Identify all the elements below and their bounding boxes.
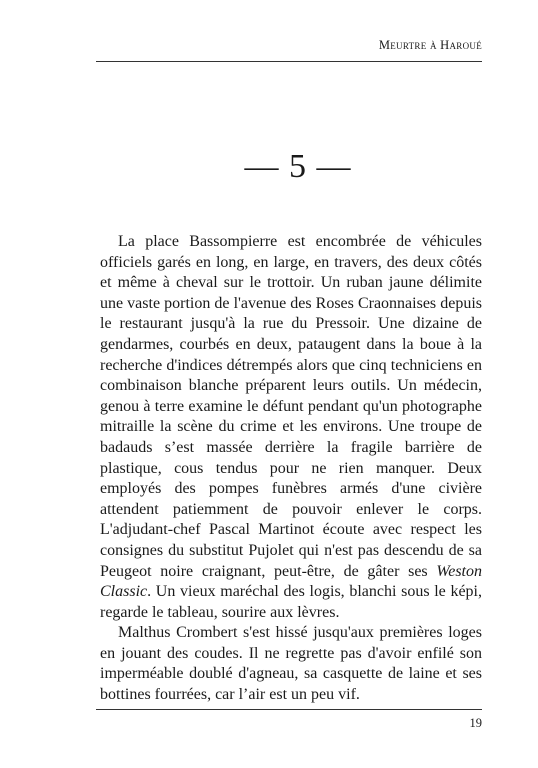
chapter-number: — 5 —: [244, 148, 352, 185]
paragraph-1: [100, 232, 482, 623]
page-number: 19: [469, 716, 482, 730]
paragraph-1-part-1: La place Bassompierre est encombrée de véhicules officiels garés en long, en large, en travers, des deux côtés et même à cheval sur le trottoir. Un ruban jaune délimite une vaste portion de l'avenue des Roses Craonnaises depuis le restaurant jusqu'à la rue du Pressoir. Une dizaine de gendarmes, courbés en deux, pataugent dans la boue à la recherche d'indices détrempés alors que cinq techniciens en combinaison blanche préparent leurs outils. Un médecin, genou à terre examine le défunt pendant qu'un photographe mitraille la scène du crime et les environs. Une troupe de badauds s’est massée derrière la fragile barrière de plastique, cous tendus pour ne rien manquer. Deux employés des pompes funèbres armés d'une civière attendent patiemment de pouvoir enlever le corps. L'adjudant-chef Pascal Martinot écoute avec respect les consignes du substitut Pujolet qui n'est pas descendu de sa Peugeot noire craignant, peut-être, de gâter ses: [100, 233, 482, 580]
body-text: [100, 232, 482, 706]
header-rule: [96, 61, 482, 62]
running-title: Meurtre à Haroué: [378, 38, 482, 52]
paragraph-1-part-2: . Un vieux maréchal des logis, blanchi sous le képi, regarde le tableau, sourire aux lèvres.: [100, 583, 482, 621]
paragraph-2: Malthus Crombert s'est hissé jusqu'aux premières loges en jouant des coudes. Il ne regrette pas d'avoir enfilé son imperméable doublé d'agneau, sa casquette de laine et ses bottines fourrées, car l’air est un peu vif.: [100, 624, 482, 704]
italic-product-name: Weston Classic: [100, 562, 482, 601]
footer-rule: [96, 709, 482, 710]
